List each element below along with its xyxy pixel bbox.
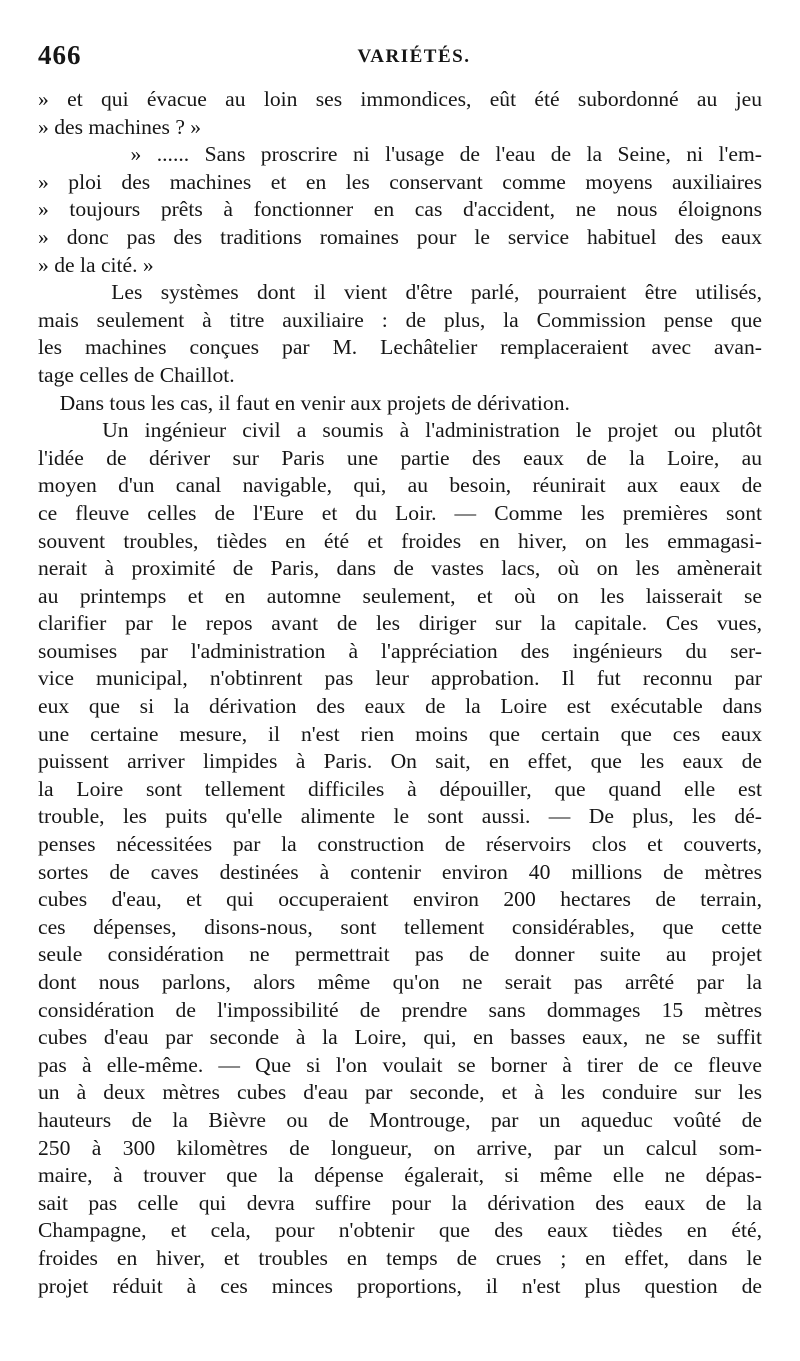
page-header — [38, 40, 760, 76]
text-line: » de la cité. » — [38, 252, 154, 277]
text-line: cubes d'eau, et qui occuperaient environ 200 hectares de terrain, — [38, 887, 762, 912]
text-line: » toujours prêts à fonctionner en cas d'accident, ne nous éloignons — [38, 197, 762, 222]
text-line: Champagne, et cela, pour n'obtenir que des eaux tièdes en été, — [38, 1218, 762, 1243]
text-line: » ...... Sans proscrire ni l'usage de l'eau de la Seine, ni l'em- — [38, 142, 762, 167]
text-line: puissent arriver limpides à Paris. On sait, en effet, que les eaux de — [38, 749, 762, 774]
text-line: pas à elle-même. — Que si l'on voulait se borner à tirer de ce fleuve — [38, 1052, 762, 1077]
text-line: eux que si la dérivation des eaux de la Loire est exécutable dans — [38, 694, 762, 719]
text-line: au printemps et en automne seulement, et où on les laisserait se — [38, 583, 762, 608]
text-line: Dans tous les cas, il faut en venir aux projets de dérivation. — [38, 390, 570, 415]
text-line: ces dépenses, disons-nous, sont tellement considérables, que cette — [38, 914, 762, 939]
text-line: ce fleuve celles de l'Eure et du Loir. — Comme les premières sont — [38, 500, 762, 525]
text-line: sait pas celle qui devra suffire pour la dérivation des eaux de la — [38, 1190, 762, 1215]
text-line: » et qui évacue au loin ses immondices, eût été subordonné au jeu — [38, 87, 762, 111]
text-line: Un ingénieur civil a soumis à l'administration le projet ou plutôt — [38, 418, 762, 443]
text-line: 250 à 300 kilomètres de longueur, on arrive, par un calcul som- — [38, 1135, 762, 1160]
text-line: considération de l'impossibilité de prendre sans dommages 15 mètres — [38, 997, 762, 1022]
text-line: » ploi des machines et en les conservant comme moyens auxiliaires — [38, 169, 762, 194]
text-line: nerait à proximité de Paris, dans de vastes lacs, où on les amènerait — [38, 556, 762, 581]
text-line: seule considération ne permettrait pas de donner suite au projet — [38, 942, 762, 967]
text-line: trouble, les puits qu'elle alimente le sont aussi. — De plus, les dé- — [38, 804, 762, 829]
page-number: 466 — [38, 40, 82, 70]
text-line: tage celles de Chaillot. — [38, 362, 235, 387]
text-line: clarifier par le repos avant de les diriger sur la capitale. Ces vues, — [38, 611, 762, 636]
text-line: » donc pas des traditions romaines pour le service habituel des eaux — [38, 224, 762, 249]
text-line: un à deux mètres cubes d'eau par seconde, et à les conduire sur les — [38, 1080, 762, 1105]
text-line: projet réduit à ces minces proportions, il n'est plus question de — [38, 1273, 762, 1298]
text-line: l'idée de dériver sur Paris une partie des eaux de la Loire, au — [38, 445, 762, 470]
text-line: sortes de caves destinées à contenir environ 40 millions de mètres — [38, 859, 762, 884]
text-line: » des machines ? » — [38, 114, 202, 139]
text-line: cubes d'eau par seconde à la Loire, qui, en basses eaux, ne se suffit — [38, 1025, 762, 1050]
text-line: les machines conçues par M. Lechâtelier remplaceraient avec avan- — [38, 335, 762, 360]
text-line: maire, à trouver que la dépense égalerait, si même elle ne dépas- — [38, 1163, 762, 1188]
text-line: une certaine mesure, il n'est rien moins que certain que ces eaux — [38, 721, 762, 746]
text-line: la Loire sont tellement difficiles à dépouiller, que quand elle est — [38, 776, 762, 801]
text-line: moyen d'un canal navigable, qui, au besoin, réunirait aux eaux de — [38, 473, 762, 498]
text-line: penses nécessitées par la construction de réservoirs clos et couverts, — [38, 832, 762, 857]
text-line: mais seulement à titre auxiliaire : de plus, la Commission pense que — [38, 307, 762, 332]
text-line: soumises par l'administration à l'appréciation des ingénieurs du ser- — [38, 638, 762, 663]
text-line: vice municipal, n'obtinrent pas leur approbation. Il fut reconnu par — [38, 666, 762, 691]
text-line: souvent troubles, tièdes en été et froides en hiver, on les emmagasi- — [38, 528, 762, 553]
running-title: VARIÉTÉS. — [357, 46, 471, 67]
text-line: dont nous parlons, alors même qu'on ne serait pas arrêté par la — [38, 970, 762, 994]
text-line: Les systèmes dont il vient d'être parlé, pourraient être utilisés, — [38, 280, 762, 305]
text-line: hauteurs de la Bièvre ou de Montrouge, par un aqueduc voûté de — [38, 1107, 762, 1132]
body-text — [38, 86, 762, 1300]
text-line: froides en hiver, et troubles en temps de crues ; en effet, dans le — [38, 1245, 762, 1270]
